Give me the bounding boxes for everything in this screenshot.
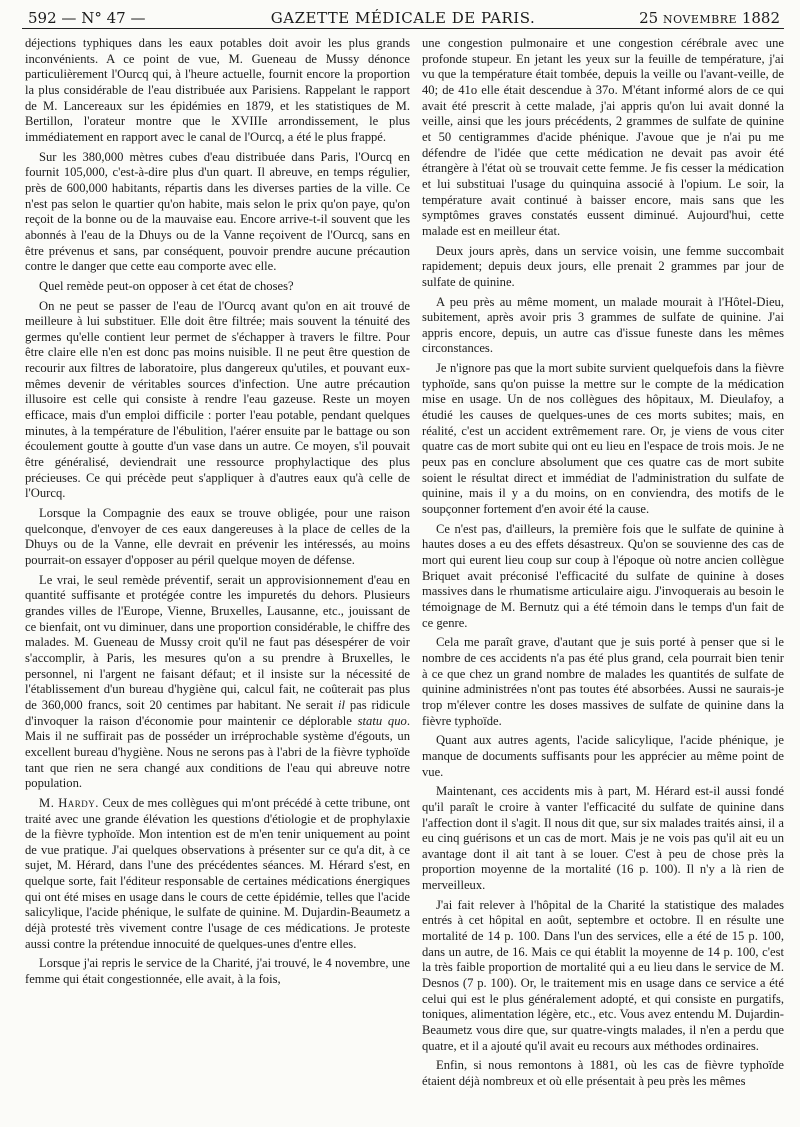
paragraph: Quel remède peut-on opposer à cet état de choses? [39, 278, 294, 293]
text-run: Ceux de mes collègues qui m'ont précédé à cette tribune, ont traité avec une grande élévation les questions d'étiologie et de prophylaxie de la fièvre typhoïde. Mon intention est de m'en tenir uniquement au point de vue pratique. J'ai quelques observations à présenter sur ce qu'a dit, à ce sujet, M. Hérard, dans l'une des précédentes séances. M. Hérard s'est, en quelque sorte, fait l'éditeur responsable de certaines médications énergiques qui ont été mises en usage dans le cours de cette épidémie, telles que l'acide salicylique, l'acide phénique, le sulfate de quinine. M. Dujardin-Beaumetz a déjà protesté très vivement contre l'usage de ces médications. Je proteste aussi contre la prétendue innocuité de quelques-unes d'entre elles. [25, 795, 410, 951]
page-header [22, 6, 784, 29]
paragraph: une congestion pulmonaire et une congestion cérébrale avec une profonde stupeur. En jetant les yeux sur la feuille de température, j'ai vu que la température était tombée, depuis la veille ou l'avant-veille, de 40; de 41o elle était descendue à 37o. M'étant informé alors de ce qui avait été prescrit à cette malade, j'ai appris qu'on lui avait donné la veille, ainsi que les jours précédents, 2 grammes de sulfate de quinine et 50 centigrammes d'acide phénique. J'avoue que je n'ai pu me défendre de l'idée que cette médication ne devait pas avoir été étrangère à l'état où se trouvait cette femme. Je fis cesser la médication et lui substituai l'usage du quinquina associé à l'opium. Le soir, la température avait continué à baisser encore, mais sans que les symptômes graves constatés eussent diminué. Aujourd'hui, cette malade est en meilleur état. [422, 36, 784, 238]
paragraph [25, 573, 410, 792]
date-month: NOVEMBRE [662, 13, 738, 26]
italic-text: il [337, 697, 345, 712]
paragraph: A peu près au même moment, un malade mourait à l'Hôtel-Dieu, subitement, après avoir pris 3 grammes de sulfate de quinine. J'ai appris encore, depuis, un autre cas d'issue funeste dans les mêmes circonstances. [422, 294, 784, 356]
paragraph: Lorsque j'ai repris le service de la Charité, j'ai trouvé, le 4 novembre, une femme qui était congestionnée, elle avait, à la fois, [25, 956, 410, 987]
paragraph: Enfin, si nous remontons à 1881, où les cas de fièvre typhoïde étaient déjà nombreux et où elle présentait à peu près les mêmes [422, 1058, 784, 1088]
paragraph: Sur les 380,000 mètres cubes d'eau distribuée dans Paris, l'Ourcq en fournit 105,000, c'est-à-dire plus d'un quart. Il abreuve, en temps régulier, près de 600,000 habitants, répartis dans les diverses parties de la ville. Ce n'est pas selon le quartier qu'on habite, mais selon le prix qu'on paye, qu'on reçoit de la bonne ou de la mauvaise eau. Encore arrive-t-il souvent que les abonnés à l'eau de la Dhuys ou de la Vanne reçoivent de l'Ourcq, sans en être prévenus et sans, par conséquent, pouvoir prendre aucune précaution contre le danger que cette eau comporte avec elle. [25, 149, 410, 274]
paragraph: Deux jours après, dans un service voisin, une femme succombait rapidement; depuis deux jours, elle prenait 2 grammes par jour de sulfate de quinine. [422, 243, 784, 289]
date-day: 25 [639, 9, 659, 27]
paragraph: déjections typhiques dans les eaux potables doit avoir les plus grands inconvénients. A ce point de vue, M. Gueneau de Mussy dénonce particulièrement l'Ourcq qui, à l'heure actuelle, fournit encore la proportion la plus considérable de l'eau distribuée aux Parisiens. Rappelant le rapport de M. Lancereaux sur les épidémies en 1879, et les statistiques de M. Bertillon, l'orateur montre que le XVIIIe arrondissement, le plus immédiatement en rapport avec le canal de l'Ourcq, a été le plus frappé. [25, 36, 410, 144]
journal-title: GAZETTE MÉDICALE DE PARIS. [270, 9, 536, 27]
page-number: 592 [28, 9, 57, 27]
paragraph: Je n'ignore pas que la mort subite survient quelquefois dans la fièvre typhoïde, sans qu'on puisse la mettre sur le compte de la médication mise en usage. Un de nos collègues des hôpitaux, M. Dieulafoy, a étudié les causes de quelques-unes de ces morts subites; mais, en réalité, c'est un accident extrêmement rare. Or, je viens de vous citer quatre cas de mort subite qui ont eu lieu en l'espace de trois mois. Je ne peux pas en conclure absolument que ces quatre cas de mort subite soient le résultat direct et immédiat de l'administration du sulfate de quinine, mais il y a du moins, on en conviendra, des motifs de le soupçonner fortement d'en avoir été la cause. [422, 361, 784, 517]
paragraph: Maintenant, ces accidents mis à part, M. Hérard est-il aussi fondé qu'il paraît le croire à vanter l'efficacité du sulfate de quinine dans l'affection dont il s'agit. Il nous dit que, sur six malades traités ainsi, il a eu cinq guérisons et un cas de mort. Mais je ne vois pas qu'il ait eu un avantage dont il ait tant à se louer. C'est à peu de chose près la proportion moyenne de la mortalité (16 p. 100). Il n'y a là rien de merveilleux. [422, 784, 784, 893]
paragraph [25, 796, 410, 953]
date-year: 1882 [741, 9, 780, 27]
right-column [422, 36, 784, 1126]
italic-text: statu quo [357, 713, 407, 728]
paragraph: Lorsque la Compagnie des eaux se trouve obligée, pour une raison quelconque, d'envoyer de ces eaux dangereuses à la place de celles de la Dhuys ou de la Vanne, elle devrait en prévenir les intéressés, au moins pourrait-on essayer d'opposer au péril quelque moyen de défense. [25, 506, 410, 567]
paragraph: Ce n'est pas, d'ailleurs, la première fois que le sulfate de quinine à hautes doses a eu des effets désastreux. Qu'on se souvienne des cas de mort qui eurent lieu coup sur coup à l'époque où notre ancien collègue Briquet avait préconisé l'efficacité du sulfate de quinine à doses massives dans le rhumatisme articulaire aigu. J'invoquerais au besoin le témoignage de M. Bernutz qui a été témoin dans le temps d'un fait de ce genre. [422, 521, 784, 630]
text-run: . Mais il ne suffirait pas de posséder un irréprochable système d'égouts, un excellent bureau d'hygiène. Nous ne serons pas à l'abri de la fièvre typhoïde tant que rien ne sera changé aux conditions de l'eau qui abreuve notre population. [25, 713, 410, 791]
paragraph: J'ai fait relever à l'hôpital de la Charité la statistique des malades entrés à cet hôpital en août, septembre et octobre. Il en résulte une mortalité de 14 p. 100. Dans l'un des services, elle a été de 15 p. 100, dans un autre, de 16. Mais ce qui établit la moyenne de 14 p. 100, c'est la très faible proportion de mortalité qui a eu lieu dans le service de M. Desnos (7 p. 100). Or, le traitement mis en usage dans ce service a été celui qui est le plus généralement adopté, et qui consiste en purgatifs, toniques, alimentation légère, etc., etc. Vous avez entendu M. Dujardin-Beaumetz vous dire que, sur quatre-vingts malades, il n'en a perdu que quatre, et il a ajouté qu'il avait eu recours aux méthodes ordinaires. [422, 897, 784, 1053]
paragraph: Cela me paraît grave, d'autant que je suis porté à penser que si le nombre de ces accidents n'a pas été plus grand, cela pourrait bien tenir à ce que chez un grand nombre de malades les quantités de sulfate de quinine administrées n'ont pas toutes été absorbées. Aussi ne saurais-je trop m'élever contre les doses massives de sulfate de quinine dans la fièvre typhoïde. [422, 635, 784, 728]
issue-date [639, 9, 780, 27]
text-run: pas ridicule d'invoquer la raison d'économie pour maintenir ce déplorable [25, 697, 410, 728]
paragraph: Quant aux autres agents, l'acide salicylique, l'acide phénique, je manque de documents suffisants pour les apprécier au même point de vue. [422, 733, 784, 779]
left-column [25, 36, 410, 1126]
issue-number: — N° 47 — [61, 9, 146, 27]
text-run: Le vrai, le seul remède préventif, serait un approvisionnement d'eau en quantité suffisante et protégée contre les impuretés du dehors. Plusieurs grandes villes de l'Europe, Vienne, Bruxelles, Lausanne, etc., jouissant de ce bienfait, ont vu diminuer, dans une proportion considérable, le chiffre des malades. M. Gueneau de Mussy croit qu'il ne faut pas désespérer de voir s'accomplir, à Paris, les mesures qu'on a su prendre à Bruxelles, le personnel, ni l'argent ne faisant défaut; et il insiste sur la nécessité de l'établissement d'un bureau d'hygiène qui, calcul fait, ne coûterait pas plus de 360,000 francs, soit 20 centimes par habitant. Ne serait [25, 572, 410, 712]
paragraph: On ne peut se passer de l'eau de l'Ourcq avant qu'on en ait trouvé de meilleure à lui substituer. Elle doit être filtrée; mais souvent la ténuité des germes qu'elle contient leur permet de s'échapper à travers le filtre. Pour être claire elle n'en est donc pas moins nuisible. Il ne peut être question de recourir aux filtres de laboratoire, plus dangereux qu'utiles, et pouvant eux-mêmes devenir de véritables sources d'infection. Une autre précaution illusoire est celle qui consiste à rendre l'eau gazeuse. Reste un moyen efficace, mais d'un emploi difficile : porter l'eau potable, pendant quelques minutes, à la température de l'ébulition, l'aérer ensuite par le battage ou son écoulement goutte à goutte d'un vase dans un autre. Ce moyen, s'il pouvait être généralisé, deviendrait une ressource prophylactique des plus précieuses. Ce qui précède peut s'appliquer à d'autres eaux qu'à celle de l'Ourcq. [25, 298, 410, 501]
speaker-name: M. Hardy. [39, 795, 99, 810]
